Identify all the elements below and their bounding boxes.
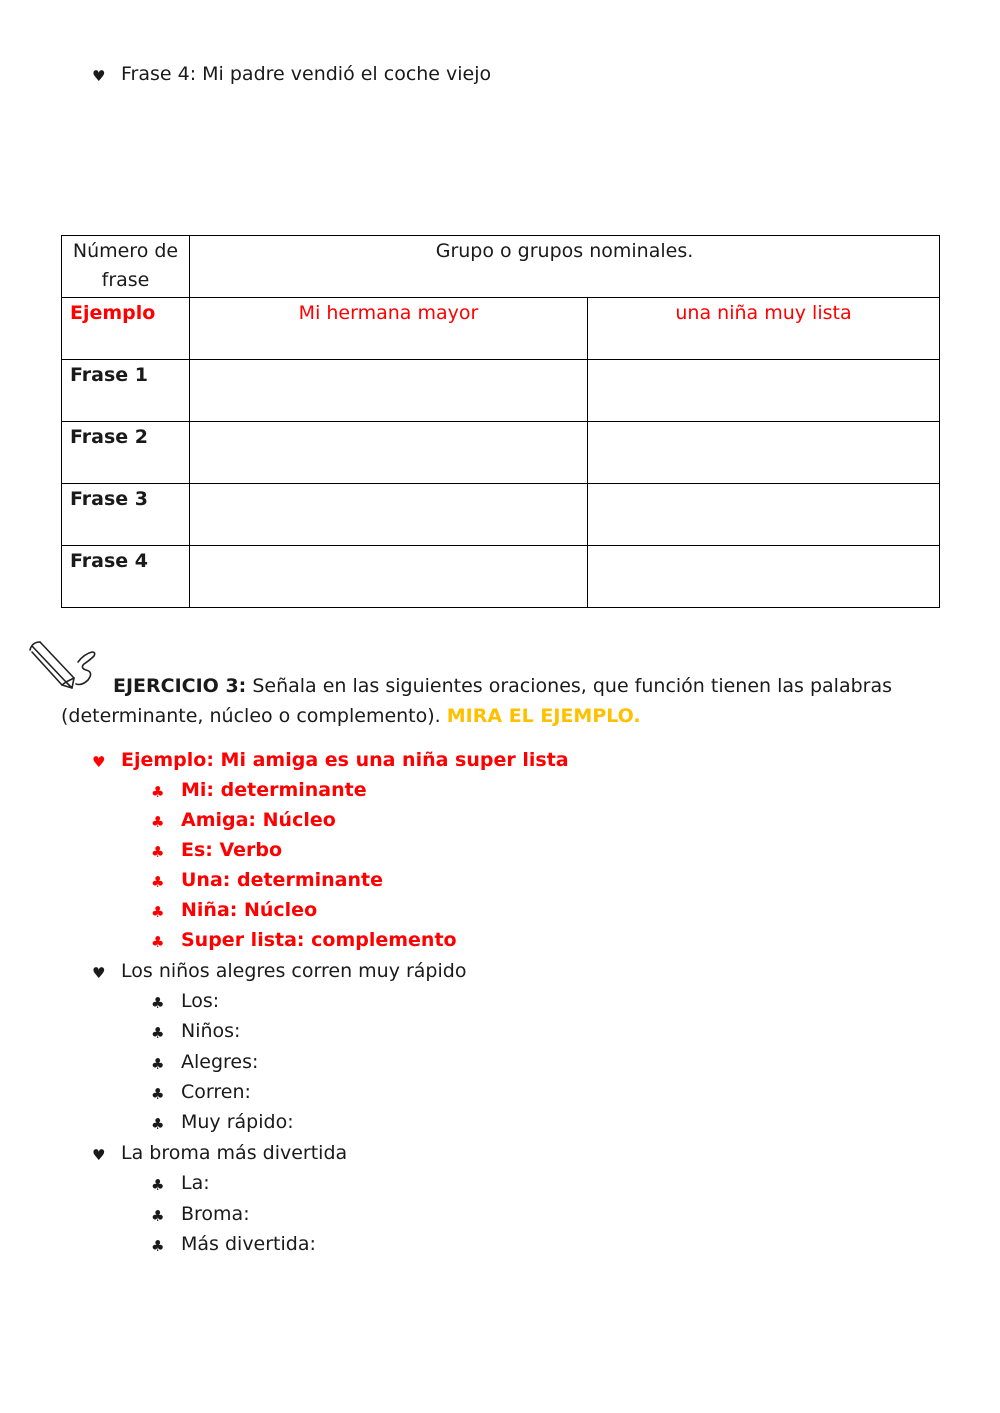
club-bullet-icon: ♣ [151,994,165,1012]
word-item[interactable]: La: [181,1172,210,1194]
club-bullet-icon: ♣ [151,1085,165,1103]
example-sentence: Ejemplo: Mi amiga es una niña super lista [121,749,569,771]
example-group-2: una niña muy lista [588,298,940,360]
example-group-1: Mi hermana mayor [190,298,588,360]
heart-bullet-icon: ♥ [92,964,106,982]
sentence-2: La broma más divertida [121,1142,348,1164]
header-col1-line1: Número de [72,240,179,262]
sentence-1: Los niños alegres corren muy rápido [121,960,467,982]
club-bullet-icon: ♣ [151,813,165,831]
example-item: Mi: determinante [181,779,367,801]
answer-cell[interactable] [588,422,940,484]
answer-cell[interactable] [190,484,588,546]
row-label-frase-4: Frase 4 [62,546,190,608]
exercise-3-instruction-2: (determinante, núcleo o complemento). [61,705,447,727]
row-label-frase-2: Frase 2 [62,422,190,484]
heart-bullet-icon: ♥ [92,1146,106,1164]
table-row [62,360,940,422]
example-item: Niña: Núcleo [181,899,318,921]
word-item[interactable]: Niños: [181,1020,241,1042]
heart-bullet-icon: ♥ [92,67,106,85]
word-item[interactable]: Los: [181,990,220,1012]
exercise-3-line-1 [113,675,892,697]
club-bullet-icon: ♣ [151,903,165,921]
header-col1-line2: frase [101,269,150,291]
word-item[interactable]: Alegres: [181,1051,259,1073]
answer-cell[interactable] [588,360,940,422]
answer-cell[interactable] [588,484,940,546]
exercise-3-line-2 [61,705,641,727]
example-item: Super lista: complemento [181,929,457,951]
header-nominal-groups: Grupo o grupos nominales. [190,236,940,298]
club-bullet-icon: ♣ [151,1024,165,1042]
answer-cell[interactable] [190,360,588,422]
club-bullet-icon: ♣ [151,783,165,801]
club-bullet-icon: ♣ [151,843,165,861]
row-label-frase-3: Frase 3 [62,484,190,546]
table-row [62,422,940,484]
word-item[interactable]: Corren: [181,1081,251,1103]
nominal-groups-table [61,235,940,608]
club-bullet-icon: ♣ [151,873,165,891]
example-item: Amiga: Núcleo [181,809,336,831]
heart-bullet-icon: ♥ [92,753,106,771]
example-item: Una: determinante [181,869,383,891]
club-bullet-icon: ♣ [151,1115,165,1133]
row-label-frase-1: Frase 1 [62,360,190,422]
answer-cell[interactable] [588,546,940,608]
answer-cell[interactable] [190,422,588,484]
club-bullet-icon: ♣ [151,933,165,951]
club-bullet-icon: ♣ [151,1237,165,1255]
club-bullet-icon: ♣ [151,1176,165,1194]
exercise-3-title: EJERCICIO 3: [113,675,247,697]
pencil-doodle-icon [26,638,102,694]
answer-cell[interactable] [190,546,588,608]
word-item[interactable]: Más divertida: [181,1233,316,1255]
look-at-example-highlight: MIRA EL EJEMPLO. [446,705,641,727]
intro-sentence: Frase 4: Mi padre vendió el coche viejo [121,63,492,85]
example-item: Es: Verbo [181,839,283,861]
header-sentence-number [62,236,190,298]
example-label: Ejemplo [62,298,190,360]
club-bullet-icon: ♣ [151,1055,165,1073]
club-bullet-icon: ♣ [151,1207,165,1225]
exercise-3-instruction-1: Señala en las siguientes oraciones, que función tienen las palabras [246,675,893,697]
table-row [62,546,940,608]
table-header-row [62,236,940,298]
word-item[interactable]: Muy rápido: [181,1111,294,1133]
table-row [62,484,940,546]
table-row-example [62,298,940,360]
word-item[interactable]: Broma: [181,1203,250,1225]
